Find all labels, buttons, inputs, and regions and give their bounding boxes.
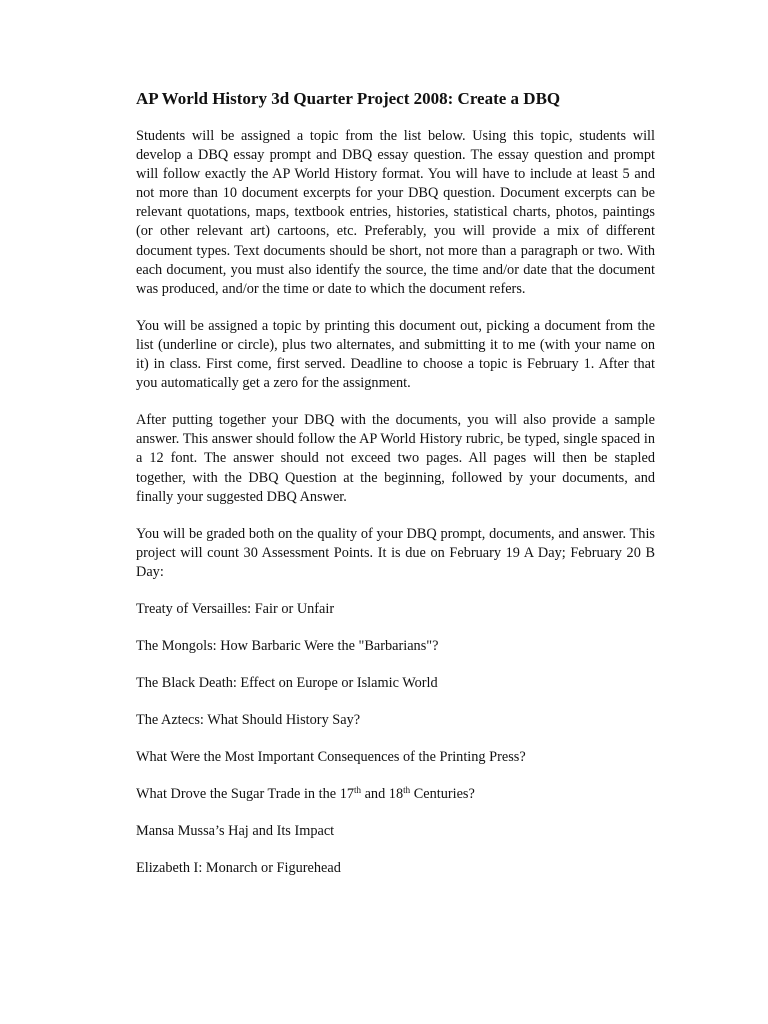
topic-item-mongols: The Mongols: How Barbaric Were the "Barbarians"?	[136, 637, 439, 654]
topic-list	[136, 600, 655, 878]
topic-item-sugar-trade	[136, 785, 655, 804]
topic-sugar-text-3: Centuries?	[410, 785, 475, 802]
topic-sugar-text-1: What Drove the Sugar Trade in the 17	[136, 785, 354, 802]
answer-paragraph: After putting together your DBQ with the documents, you will also provide a sample answer. This answer should follow the AP World History rubric, be typed, single spaced in a 12 font. The answer should not exceed two pages. All pages will then be stapled together, with the DBQ Question at the beginning, followed by your documents, and finally your suggested DBQ Answer.	[136, 412, 655, 505]
topic-sugar-superscript-2: th	[403, 784, 411, 795]
topic-item-aztecs: The Aztecs: What Should History Say?	[136, 711, 361, 728]
topic-item-elizabeth: Elizabeth I: Monarch or Figurehead	[136, 859, 341, 876]
topic-sugar-text-2: and 18	[361, 785, 404, 802]
grading-paragraph: You will be graded both on the quality of your DBQ prompt, documents, and answer. This project will count 30 Assessment Points. It is due on February 19 A Day; February 20 B Day:	[136, 525, 655, 580]
document-page	[136, 88, 655, 896]
topic-item-black-death: The Black Death: Effect on Europe or Islamic World	[136, 674, 438, 691]
assignment-paragraph: You will be assigned a topic by printing this document out, picking a document from the list (underline or circle), plus two alternates, and submitting it to me (with your name on it) in class. First come, first served. Deadline to choose a topic is February 1. After that you automatically get a zero for the assignment.	[136, 317, 655, 392]
intro-paragraph: Students will be assigned a topic from the list below. Using this topic, students will develop a DBQ essay prompt and DBQ essay question. The essay question and prompt will follow exactly the AP World History format. You will have to include at least 5 and not more than 10 document excerpts for your DBQ question. Document excerpts can be relevant quotations, maps, textbook entries, histories, statistical charts, photos, paintings (or other relevant art) cartoons, etc. Preferably, you will provide a mix of different document types. Text documents should be short, not more than a paragraph or two. With each document, you must also identify the source, the time and/or date that the document was produced, and/or the time or date to which the document refers.	[136, 128, 655, 297]
topic-item-mansa-mussa: Mansa Mussa’s Haj and Its Impact	[136, 822, 335, 839]
topic-item-versailles: Treaty of Versailles: Fair or Unfair	[136, 600, 335, 617]
document-title: AP World History 3d Quarter Project 2008: Create a DBQ	[136, 89, 561, 108]
topic-sugar-superscript-1: th	[354, 784, 362, 795]
topic-item-printing-press: What Were the Most Important Consequences of the Printing Press?	[136, 748, 526, 765]
